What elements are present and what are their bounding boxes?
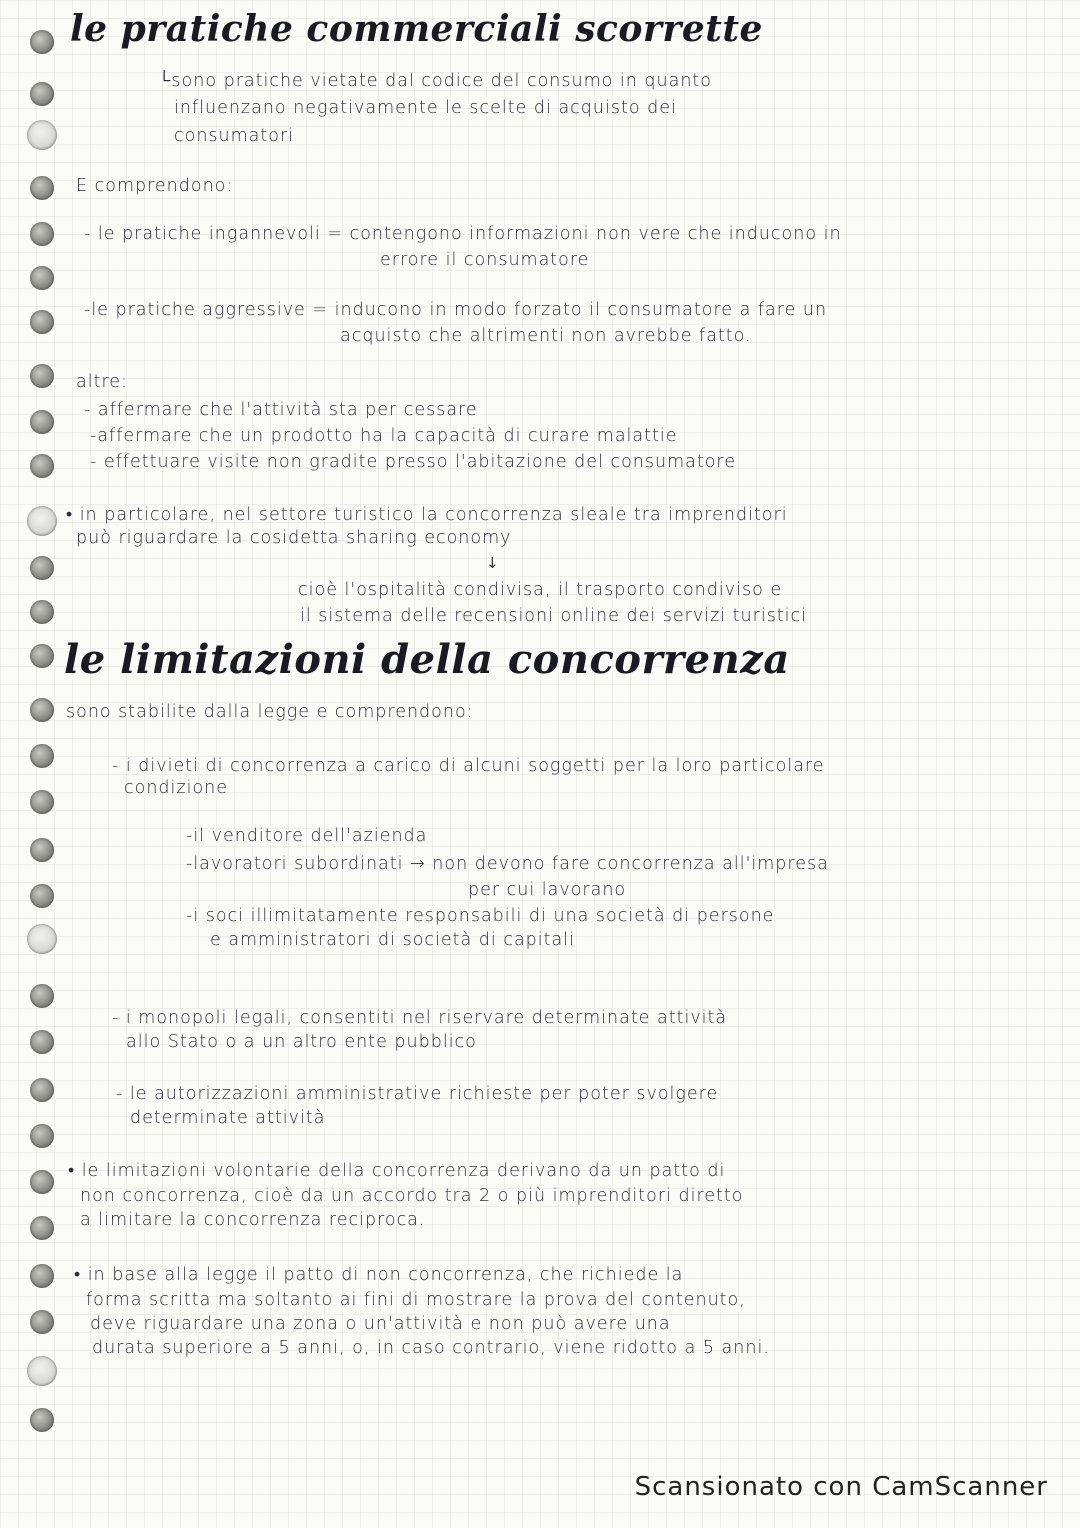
soggetto-item: -il venditore dell'azienda (186, 826, 428, 846)
intro-line: └sono pratiche vietate dal codice del consumo in quanto (158, 71, 712, 91)
intro-line: influenzano negativamente le scelte di acquisto dei (174, 98, 677, 118)
binder-hole (30, 364, 54, 388)
binder-hole (30, 744, 54, 768)
binder-hole (30, 222, 54, 246)
patto-line: • in base alla legge il patto di non concorrenza, che richiede la (74, 1265, 684, 1285)
arrow-down-icon: ↓ (486, 554, 499, 572)
binder-hole (30, 1264, 54, 1288)
section-title-pratiche: le pratiche commerciali scorrette (70, 8, 763, 50)
soggetto-item: -i soci illimitatamente responsabili di una società di persone (186, 906, 775, 926)
binder-hole (30, 454, 54, 478)
binder-hole (27, 1356, 57, 1386)
altre-label: altre: (76, 372, 128, 392)
monopoli-line: - i monopoli legali, consentiti nel riservare determinate attività (112, 1008, 728, 1028)
altre-item: - affermare che l'attività sta per cessare (84, 400, 478, 420)
sharing-line: cioè l'ospitalità condivisa, il trasporto condiviso e (298, 580, 783, 600)
binder-hole (30, 556, 54, 580)
divieti-line: condizione (124, 778, 229, 798)
intro-line: consumatori (174, 126, 295, 146)
patto-line: durata superiore a 5 anni, o, in caso contrario, viene ridotto a 5 anni. (92, 1338, 770, 1358)
volontarie-line: a limitare la concorrenza reciproca. (80, 1210, 426, 1230)
turistico-line: • in particolare, nel settore turistico la concorrenza sleale tra imprenditori (66, 505, 788, 525)
binder-hole (30, 266, 54, 290)
scanner-watermark: Scansionato con CamScanner (634, 1472, 1048, 1502)
divieti-line: - i divieti di concorrenza a carico di alcuni soggetti per la loro particolare (112, 756, 825, 776)
monopoli-line: allo Stato o a un altro ente pubblico (126, 1032, 477, 1052)
section-title-limitazioni: le limitazioni della concorrenza (64, 636, 790, 683)
binder-hole (30, 838, 54, 862)
binder-hole (27, 506, 57, 536)
altre-item: -affermare che un prodotto ha la capacità di curare malattie (90, 426, 678, 446)
binder-hole (30, 310, 54, 334)
autorizzazioni-line: determinate attività (130, 1108, 326, 1128)
ingannevoli-line: - le pratiche ingannevoli = contengono informazioni non vere che inducono in (84, 224, 842, 244)
binder-hole (30, 1310, 54, 1334)
volontarie-line: non concorrenza, cioè da un accordo tra 2 o più imprenditori diretto (80, 1186, 744, 1206)
binder-hole (30, 644, 54, 668)
turistico-line: può riguardare la cosidetta sharing economy (76, 528, 512, 548)
autorizzazioni-line: - le autorizzazioni amministrative richieste per poter svolgere (116, 1084, 719, 1104)
binder-hole (30, 30, 54, 54)
binder-hole (30, 790, 54, 814)
binder-hole (30, 1216, 54, 1240)
aggressive-line: -le pratiche aggressive = inducono in modo forzato il consumatore a fare un (84, 300, 828, 320)
volontarie-line: • le limitazioni volontarie della concorrenza derivano da un patto di (68, 1161, 726, 1181)
patto-line: deve riguardare una zona o un'attività e non può avere una (90, 1314, 671, 1334)
soggetto-item: e amministratori di società di capitali (210, 930, 575, 950)
sharing-line: il sistema delle recensioni online dei servizi turistici (300, 606, 808, 626)
patto-line: forma scritta ma soltanto ai fini di mostrare la prova del contenuto, (86, 1290, 746, 1310)
aggressive-line: acquisto che altrimenti non avrebbe fatto. (340, 326, 752, 346)
binder-hole (30, 1030, 54, 1054)
comprendono-label: E comprendono: (76, 176, 234, 196)
binder-hole (30, 698, 54, 722)
binder-hole (30, 1170, 54, 1194)
binder-hole (30, 1124, 54, 1148)
binder-hole (30, 82, 54, 106)
altre-item: - effettuare visite non gradite presso l'abitazione del consumatore (90, 452, 736, 472)
binder-holes (26, 30, 66, 1450)
binder-hole (30, 984, 54, 1008)
ingannevoli-line: errore il consumatore (380, 250, 590, 270)
soggetto-item: per cui lavorano (468, 880, 627, 900)
binder-hole (30, 1078, 54, 1102)
binder-hole (30, 600, 54, 624)
binder-hole (30, 176, 54, 200)
binder-hole (30, 1408, 54, 1432)
binder-hole (30, 884, 54, 908)
binder-hole (27, 120, 57, 150)
soggetto-item: -lavoratori subordinati → non devono fare concorrenza all'impresa (186, 854, 829, 874)
limitazioni-intro: sono stabilite dalla legge e comprendono: (66, 702, 474, 722)
binder-hole (27, 924, 57, 954)
binder-hole (30, 410, 54, 434)
